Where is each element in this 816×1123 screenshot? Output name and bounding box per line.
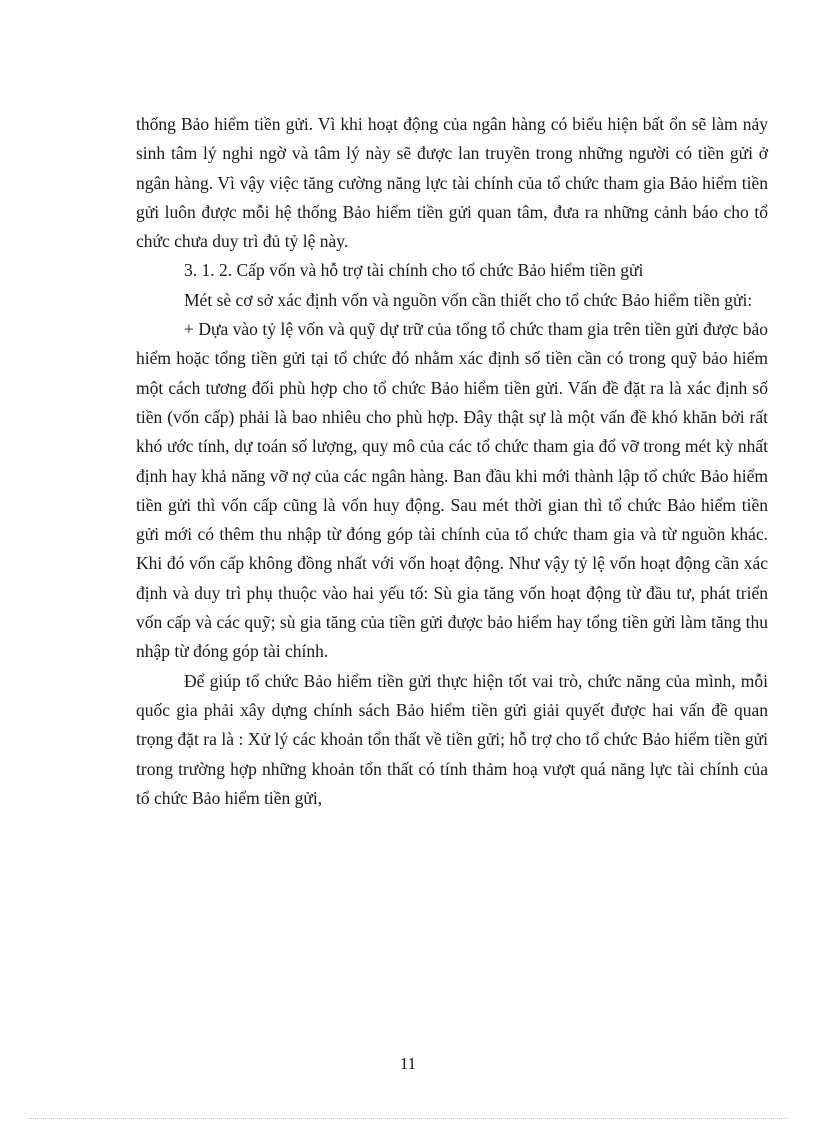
paragraph-continuation: thống Bảo hiểm tiền gửi. Vì khi hoạt động của ngân hàng có biểu hiện bất ổn sẽ làm nảy sinh tâm lý nghi ngờ và tâm lý này sẽ được lan truyền trong những người có tiền gửi ở ngân hàng. Vì vậy việc tăng cường năng lực tài chính của tổ chức tham gia Bảo hiểm tiền gửi luôn được mỗi hệ thống Bảo hiểm tiền gửi quan tâm, đưa ra những cảnh báo cho tổ chức chưa duy trì đủ tỷ lệ này. <box>136 114 768 252</box>
section-heading: 3. 1. 2. Cấp vốn và hỗ trợ tài chính cho tổ chức Bảo hiểm tiền gửi <box>184 260 644 281</box>
paragraph: + Dựa vào tỷ lệ vốn và quỹ dự trữ của tổng tổ chức tham gia trên tiền gửi được bảo hiểm hoặc tổng tiền gửi tại tổ chức đó nhằm xác định số tiền cần có trong quỹ bảo hiểm một cách tương đối phù hợp cho tổ chức Bảo hiểm tiền gửi. Vấn đề đặt ra là xác định số tiền (vốn cấp) phải là bao nhiêu cho phù hợp. Đây thật sự là một vấn đề khó khăn bởi rất khó ước tính, dự toán số lượng, quy mô của các tổ chức tham gia đổ vỡ trong mét kỳ nhất định hay khả năng vỡ nợ của các ngân hàng. Ban đầu khi mới thành lập tổ chức Bảo hiểm tiền gửi thì vốn cấp cũng là vốn huy động. Sau mét thời gian thì tổ chức Bảo hiểm tiền gửi mới có thêm thu nhập từ đóng góp tài chính của tổ chức tham gia và từ nguồn khác. Khi đó vốn cấp không đồng nhất với vốn hoạt động. Như vậy tỷ lệ vốn hoạt động cần xác định và duy trì phụ thuộc vào hai yếu tố: Sù gia tăng vốn hoạt động từ đầu tư, phát triển vốn cấp và các quỹ; sù gia tăng của tiền gửi được bảo hiểm hay tổng tiền gửi làm tăng thu nhập từ đóng góp tài chính. <box>136 319 768 662</box>
footer-divider <box>28 1118 788 1119</box>
page-number: 11 <box>399 1054 417 1073</box>
paragraph: Để giúp tổ chức Bảo hiểm tiền gửi thực hiện tốt vai trò, chức năng của mình, mỗi quốc gia phải xây dựng chính sách Bảo hiểm tiền gửi giải quyết được hai vấn đề quan trọng đặt ra là : Xử lý các khoản tổn thất về tiền gửi; hỗ trợ cho tổ chức Bảo hiểm tiền gửi trong trường hợp những khoản tổn thất có tính thảm hoạ vượt quá năng lực tài chính của tổ chức Bảo hiểm tiền gửi, <box>136 670 768 808</box>
paragraph: Mét sè cơ sở xác định vốn và nguồn vốn cần thiết cho tổ chức Bảo hiểm tiền gửi: <box>184 289 753 310</box>
body-text <box>136 110 768 813</box>
